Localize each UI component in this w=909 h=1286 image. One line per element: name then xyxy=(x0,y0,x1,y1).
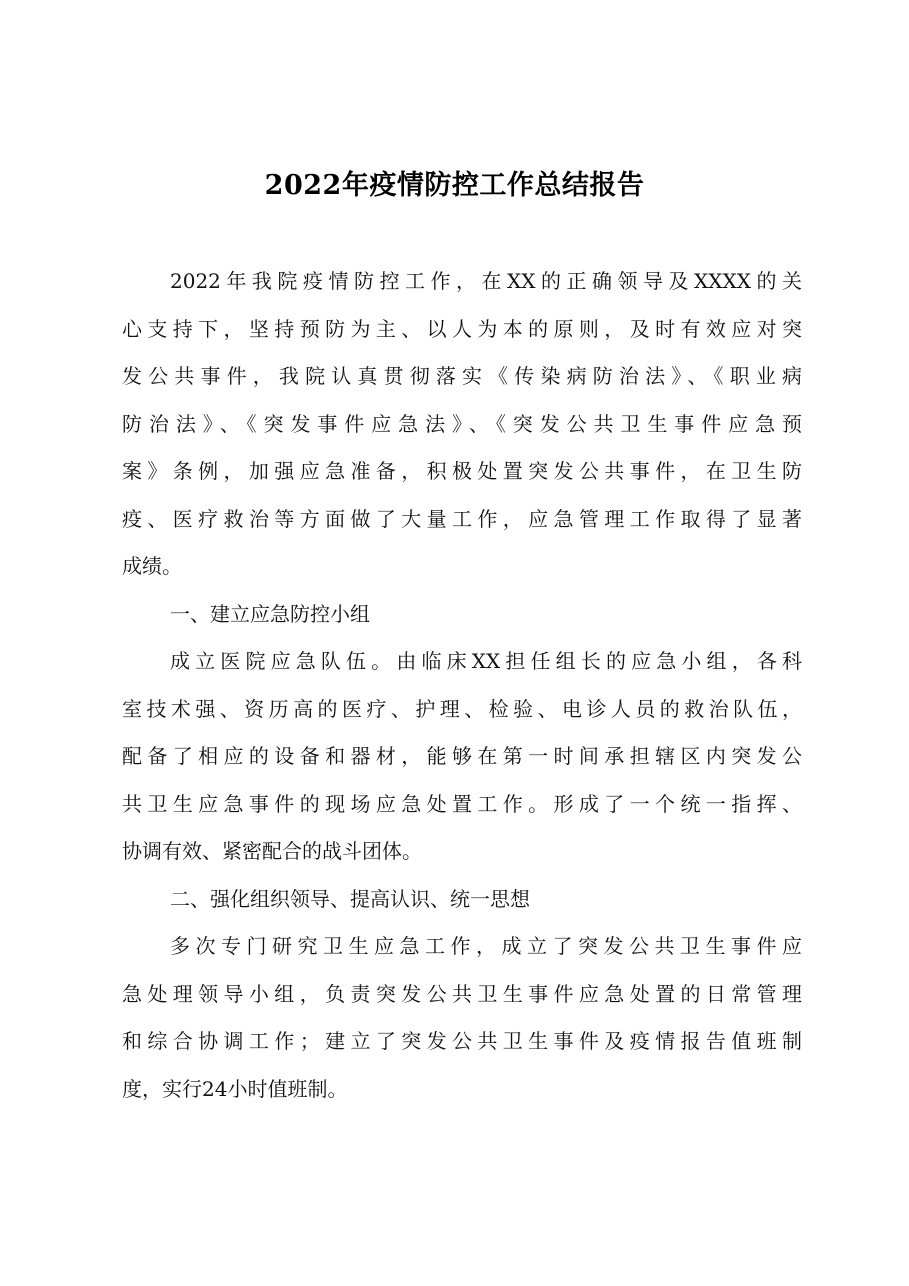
text-line: 度，实行24小时值班制。 xyxy=(122,1076,348,1101)
text-line: 室技术强、资历高的医疗、护理、检验、电诊人员的救治队伍， xyxy=(122,696,802,721)
text-line: 急处理领导小组，负责突发公共卫生事件应急处置的日常管理 xyxy=(122,981,802,1006)
text-line: 协调有效、紧密配合的战斗团体。 xyxy=(122,839,422,863)
text-line: 成立医院应急队伍。由临床XX担任组长的应急小组，各科 xyxy=(170,649,802,673)
text-line: 发公共事件，我院认真贯彻落实《传染病防治法》、《职业病 xyxy=(122,364,802,388)
text-line: 防治法》、《突发事件应急法》、《突发公共卫生事件应急预 xyxy=(122,411,802,436)
text-line: 多次专门研究卫生应急工作，成立了突发公共卫生事件应 xyxy=(170,934,802,958)
text-line: 和综合协调工作；建立了突发公共卫生事件及疫情报告值班制 xyxy=(122,1029,802,1053)
text-line: 配备了相应的设备和器材，能够在第一时间承担辖区内突发公 xyxy=(122,744,802,768)
text-line: 心支持下，坚持预防为主、以人为本的原则，及时有效应对突 xyxy=(122,316,802,341)
text-line: 案》条例，加强应急准备，积极处置突发公共事件，在卫生防 xyxy=(122,459,802,483)
text-line: 2022年我院疫情防控工作，在XX的正确领导及XXXX的关 xyxy=(170,269,802,293)
text-line: 二、强化组织领导、提高认识、统一思想 xyxy=(170,886,530,911)
text-line: 成绩。 xyxy=(122,554,182,578)
text-line: 疫、医疗救治等方面做了大量工作，应急管理工作取得了显著 xyxy=(122,506,802,531)
text-line: 共卫生应急事件的现场应急处置工作。形成了一个统一指挥、 xyxy=(122,791,802,816)
document-body xyxy=(122,258,802,1113)
text-line: 一、建立应急防控小组 xyxy=(170,601,370,626)
document-title: 2022年疫情防控工作总结报告 xyxy=(264,170,645,201)
